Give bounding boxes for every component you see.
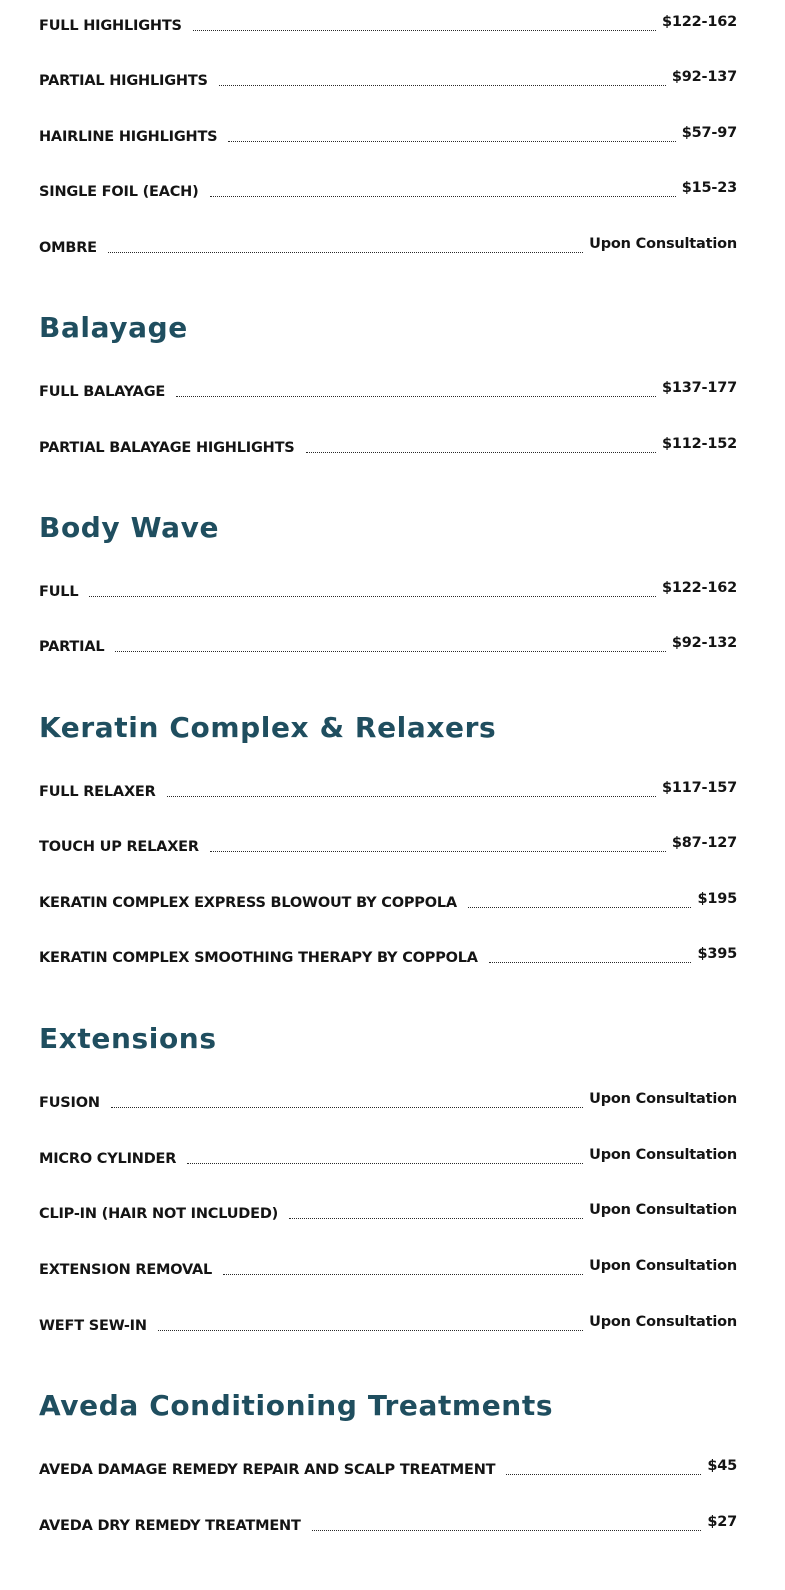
item-name: AVEDA DAMAGE REMEDY REPAIR AND SCALP TREATMENT [39,1462,496,1478]
menu-item [39,13,737,37]
section-heading-body-wave: Body Wave [39,511,220,544]
item-name: MICRO CYLINDER [39,1151,177,1167]
dot-leader [158,1330,583,1331]
dot-leader [489,962,692,963]
item-name: KERATIN COMPLEX EXPRESS BLOWOUT BY COPPOLA [39,895,457,911]
item-price: $122-162 [661,580,737,596]
item-price: $57-97 [681,125,737,141]
item-price: $112-152 [661,436,737,452]
item-name: TOUCH UP RELAXER [39,839,199,855]
item-name: FUSION [39,1095,100,1111]
menu-item [39,1457,737,1481]
item-name: PARTIAL [39,639,105,655]
menu-item [39,579,737,603]
menu-item [39,68,737,92]
dot-leader [108,252,583,253]
dot-leader [210,851,666,852]
item-price: $87-127 [671,835,737,851]
menu-item [39,1201,737,1225]
item-price: $92-137 [671,69,737,85]
item-name: OMBRE [39,240,97,256]
dot-leader [210,196,676,197]
item-name: SINGLE FOIL (EACH) [39,184,199,200]
menu-item [39,1513,737,1537]
item-price: $117-157 [661,780,737,796]
dot-leader [167,796,656,797]
item-price: Upon Consultation [589,1314,737,1330]
item-price: Upon Consultation [589,236,737,252]
dot-leader [115,651,665,652]
menu-item [39,379,737,403]
menu-item [39,890,737,914]
item-name: KERATIN COMPLEX SMOOTHING THERAPY BY COPPOLA [39,950,478,966]
menu-item [39,124,737,148]
menu-item [39,945,737,969]
dot-leader [223,1274,583,1275]
item-price: $27 [707,1514,737,1530]
dot-leader [89,596,656,597]
item-name: AVEDA DRY REMEDY TREATMENT [39,1518,301,1534]
item-name: WEFT SEW-IN [39,1318,147,1334]
item-price: $137-177 [661,380,737,396]
dot-leader [111,1107,583,1108]
menu-item [39,1313,737,1337]
dot-leader [306,452,656,453]
dot-leader [228,141,675,142]
menu-item [39,779,737,803]
item-price: $395 [697,946,737,962]
item-name: HAIRLINE HIGHLIGHTS [39,129,218,145]
dot-leader [468,907,692,908]
item-price: Upon Consultation [589,1147,737,1163]
menu-item [39,179,737,203]
menu-item [39,1090,737,1114]
item-name: FULL BALAYAGE [39,384,166,400]
item-name: EXTENSION REMOVAL [39,1262,213,1278]
dot-leader [187,1163,583,1164]
item-price: Upon Consultation [589,1202,737,1218]
dot-leader [312,1530,702,1531]
item-price: $122-162 [661,14,737,30]
menu-item [39,1257,737,1281]
menu-item [39,435,737,459]
dot-leader [506,1474,701,1475]
menu-item [39,634,737,658]
dot-leader [219,85,666,86]
menu-item [39,834,737,858]
menu-item [39,235,737,259]
item-price: Upon Consultation [589,1258,737,1274]
dot-leader [193,30,656,31]
item-price: Upon Consultation [589,1091,737,1107]
item-price: $15-23 [681,180,737,196]
item-price: $92-132 [671,635,737,651]
item-name: PARTIAL HIGHLIGHTS [39,73,208,89]
item-name: FULL HIGHLIGHTS [39,18,182,34]
section-heading-keratin-relaxers: Keratin Complex & Relaxers [39,711,497,744]
item-name: CLIP-IN (HAIR NOT INCLUDED) [39,1206,279,1222]
section-heading-aveda-treatments: Aveda Conditioning Treatments [39,1389,554,1422]
item-price: $45 [707,1458,737,1474]
menu-item [39,1146,737,1170]
item-name: PARTIAL BALAYAGE HIGHLIGHTS [39,440,295,456]
dot-leader [289,1218,583,1219]
item-name: FULL RELAXER [39,784,156,800]
dot-leader [176,396,656,397]
item-name: FULL [39,584,79,600]
section-heading-extensions: Extensions [39,1022,217,1055]
section-heading-balayage: Balayage [39,311,188,344]
item-price: $195 [697,891,737,907]
